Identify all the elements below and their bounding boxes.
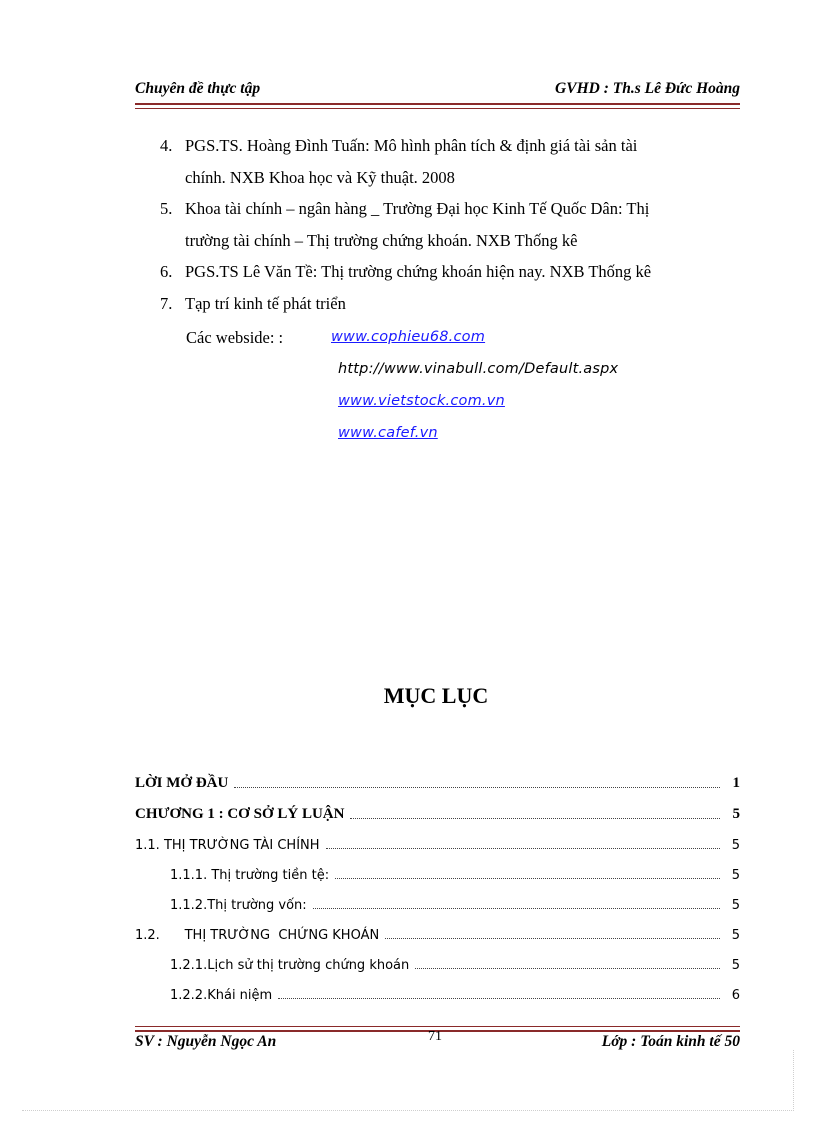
reference-list: [160, 130, 740, 319]
page-number: 71: [428, 1029, 442, 1044]
toc-leader: [326, 836, 720, 849]
footer-rule-thin: [135, 1026, 740, 1027]
website-link[interactable]: www.vietstock.com.vn: [338, 393, 505, 409]
reference-number: 7.: [160, 293, 173, 313]
toc-leader: [313, 896, 720, 909]
header-advisor: GVHD : Th.s Lê Đức Hoàng: [555, 80, 740, 97]
header-title: Chuyên đề thực tập: [135, 80, 261, 97]
toc-row[interactable]: [170, 889, 740, 913]
toc-row[interactable]: [135, 768, 740, 792]
reference-item: [160, 256, 740, 288]
toc-leader: [415, 956, 720, 969]
website-url: http://www.vinabull.com/Default.aspx: [338, 361, 619, 377]
toc-row[interactable]: [170, 859, 740, 883]
website-label: Các webside: :: [186, 328, 284, 347]
page-footer: [135, 1029, 740, 1057]
reference-line: PGS.TS. Hoàng Đình Tuấn: Mô hình phân tích & định giá tài sản tài: [185, 136, 638, 155]
toc-row-text: 1.2.2.Khái niệm: [170, 988, 273, 1003]
toc-leader: [350, 806, 720, 819]
website-link[interactable]: www.cophieu68.com: [331, 329, 486, 345]
toc-title: MỤC LỤC: [383, 683, 489, 708]
reference-line: PGS.TS Lê Văn Tề: Thị trường chứng khoán hiện nay. NXB Thống kê: [185, 262, 652, 281]
reference-number: 6.: [160, 262, 173, 281]
reference-line: trường tài chính – Thị trường chứng khoán. NXB Thống kê: [185, 230, 578, 250]
toc-row-page: 6: [731, 988, 740, 1003]
reference-line: Tạp trí kinh tế phát triển: [185, 293, 346, 313]
toc-row[interactable]: [170, 979, 740, 1003]
page-edge-bottom: [22, 1110, 794, 1111]
toc-row-text: 1.2. THỊ TRƯỜNG CHỨNG KHOÁN: [135, 928, 380, 943]
reference-number: 4.: [160, 136, 173, 155]
footer-class: Lớp : Toán kinh tế 50: [601, 1033, 740, 1050]
toc-row[interactable]: [135, 919, 740, 943]
toc-row-text: LỜI MỞ ĐẦU: [135, 775, 229, 791]
toc-row-page: 5: [731, 838, 740, 853]
toc-row-page: 1: [732, 775, 740, 791]
toc-row-text: 1.1.1. Thị trường tiền tệ:: [170, 868, 330, 883]
toc-row-text: 1.1.2.Thị trường vốn:: [170, 898, 307, 913]
reference-line: chính. NXB Khoa học và Kỹ thuật. 2008: [185, 167, 455, 187]
page-edge-right: [793, 1050, 794, 1111]
footer-student: SV : Nguyễn Ngọc An: [135, 1033, 277, 1050]
toc-leader: [335, 866, 720, 879]
header-rule: [135, 103, 740, 105]
toc-row-page: 5: [731, 898, 740, 913]
reference-item: [160, 288, 740, 320]
page-header: [135, 80, 740, 104]
toc-leader: [385, 926, 720, 939]
toc-leader: [234, 775, 720, 788]
toc-row-page: 5: [731, 928, 740, 943]
reference-number: 5.: [160, 199, 173, 218]
toc-row-text: 1.2.1.Lịch sử thị trường chứng khoán: [170, 958, 410, 973]
toc-row-text: CHƯƠNG 1 : CƠ SỞ LÝ LUẬN: [135, 806, 345, 822]
toc-row[interactable]: [135, 799, 740, 823]
toc-leader: [278, 986, 720, 999]
reference-item: [160, 193, 740, 256]
reference-item: [160, 130, 740, 193]
toc-row-page: 5: [731, 958, 740, 973]
toc-row-page: 5: [732, 806, 740, 822]
reference-line: Khoa tài chính – ngân hàng _ Trường Đại học Kinh Tế Quốc Dân: Thị: [185, 199, 650, 218]
website-link[interactable]: www.cafef.vn: [338, 425, 438, 441]
toc-row[interactable]: [170, 949, 740, 973]
toc-row-text: 1.1. THỊ TRƯỜNG TÀI CHÍNH: [135, 838, 320, 853]
toc-row-page: 5: [731, 868, 740, 883]
toc-row[interactable]: [135, 829, 740, 853]
header-rule-thin: [135, 108, 740, 109]
